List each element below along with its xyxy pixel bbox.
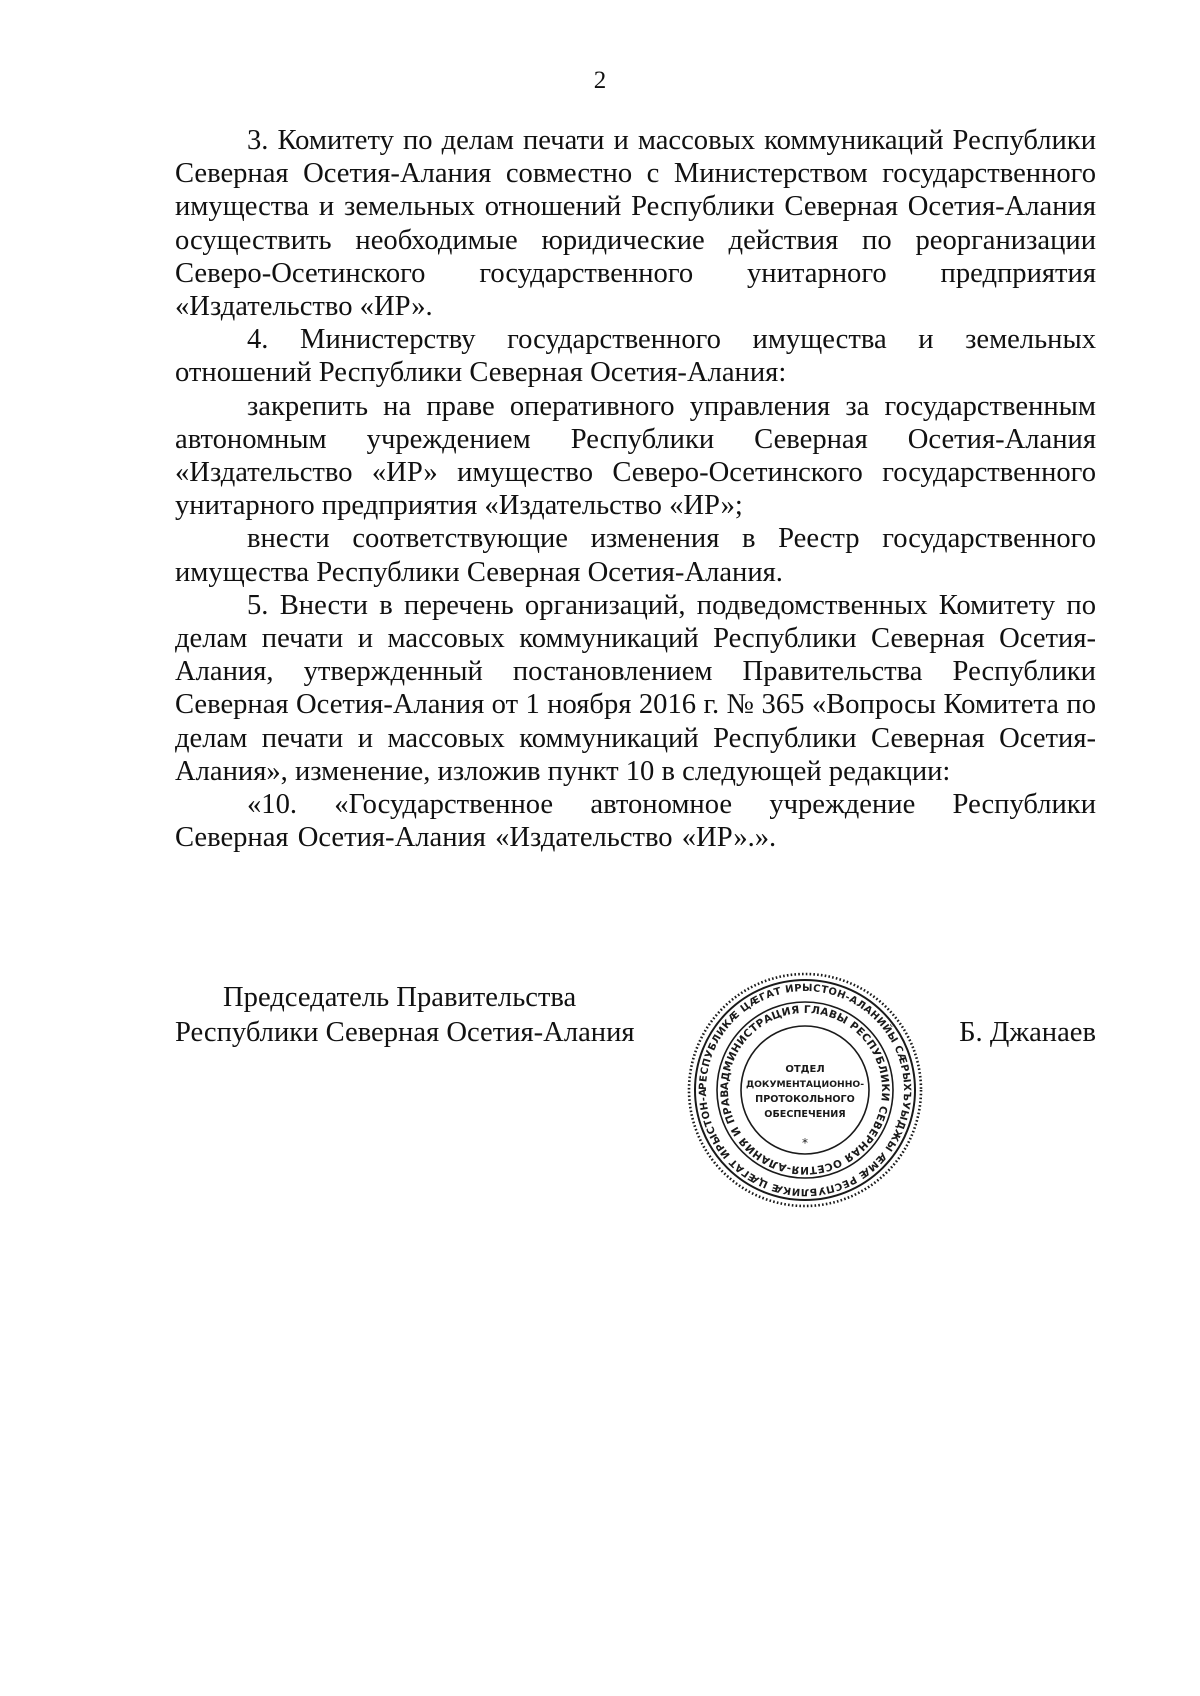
seal-inner-ring [741,1026,869,1154]
seal-center-line-2: ДОКУМЕНТАЦИОННО- [745,1079,865,1090]
signature-block [0,970,1200,1198]
paragraph-4-item-2: внести соответствующие изменения в Реестр государственного имущества Республики Северная Осетия-Алания. [175,523,1096,588]
official-seal-stamp [685,970,925,1210]
signatory-name: Б. Джанаев [959,1017,1096,1048]
page-number: 2 [593,67,607,94]
seal-outer-ring-text: РЕСПУБЛИКÆ ЦÆГАТ ИРЫСТОН-АЛАНИЙЫ СÆРЫХЪУЫДЖЫ ÆМÆ РЕСПУБЛИКÆ ЦÆГАТ ИРЫСТОН-А [697,982,913,1198]
seal-star-icon: * [802,1136,808,1150]
paragraph-5: 5. Внести в перечень организаций, подведомственных Комитету по делам печати и массовых коммуникаций Республики Северная Осетия-Алания, утвержденный постановлением Правительства Республики Северная Осетия-Алания от 1 ноября 2016 г. № 365 «Вопросы Комитета по делам печати и массовых коммуникаций Республики Северная Осетия-Алания», изменение, изложив пункт 10 в следующей редакции: [175,589,1096,787]
seal-middle-ring-text: АДМИНИСТРАЦИЯ ГЛАВЫ РЕСПУБЛИКИ СЕВЕРНАЯ ОСЕТИЯ-АЛАНИЯ И ПРАВ [718,1003,892,1177]
seal-middle-ring [717,1002,893,1178]
seal-graphic [685,970,925,1210]
paragraph-4-item-1: закрепить на праве оперативного управления за государственным автономным учреждением Республики Северная Осетия-Алания «Издательство «ИР» имущество Северо-Осетинского государственного унитарного предприятия «Издательство «ИР»; [175,390,1096,522]
signatory-position [175,980,635,1050]
signatory-position-line-2: Республики Северная Осетия-Алания [175,1017,635,1048]
paragraph-5-new-item: «10. «Государственное автономное учреждение Республики Северная Осетия-Алания «Издательство «ИР».». [175,789,1096,854]
seal-center-line-4: ОБЕСПЕЧЕНИЯ [764,1109,846,1120]
document-body [175,124,1096,854]
seal-center-line-3: ПРОТОКОЛЬНОГО [755,1094,855,1105]
paragraph-3: 3. Комитету по делам печати и массовых коммуникаций Республики Северная Осетия-Алания совместно с Министерством государственного имущества и земельных отношений Республики Северная Осетия-Алания осуществить необходимые юридические действия по реорганизации Северо-Осетинского государственного унитарного предприятия «Издательство «ИР». [175,125,1096,323]
signatory-position-line-1: Председатель Правительства [223,982,577,1013]
seal-center-line-1: ОТДЕЛ [785,1064,825,1075]
paragraph-4: 4. Министерству государственного имущества и земельных отношений Республики Северная Осетия-Алания: [175,324,1096,389]
